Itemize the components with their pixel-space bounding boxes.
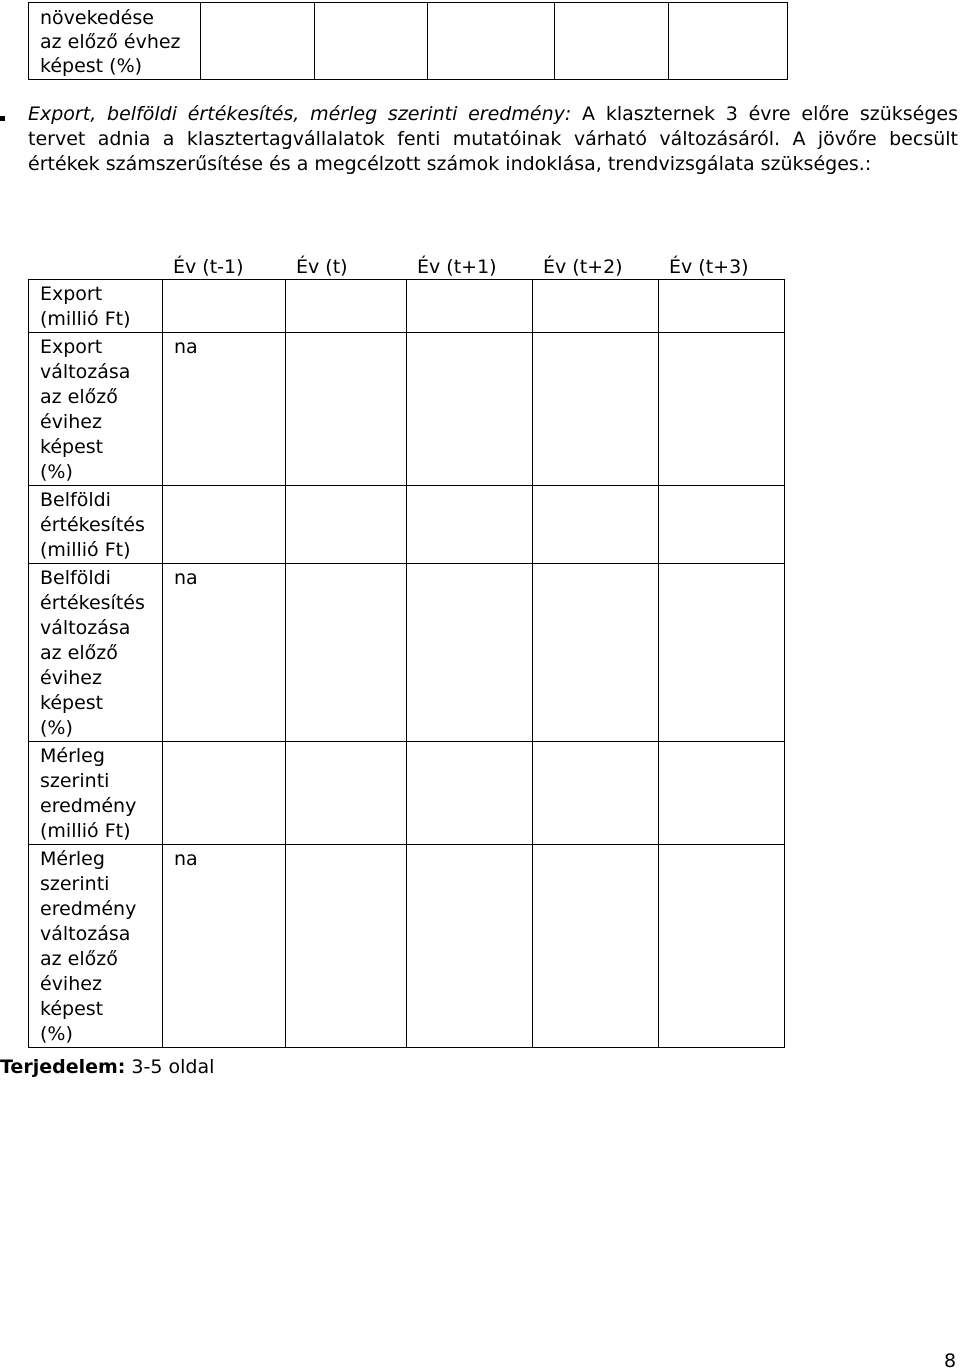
table-row	[29, 564, 785, 742]
bullet-icon	[0, 116, 5, 121]
value-cell	[163, 486, 286, 564]
label-line: képest	[40, 998, 104, 1020]
label-line: az előző	[40, 948, 118, 970]
empty-cell	[428, 3, 555, 80]
value-cell	[286, 486, 407, 564]
label-line: értékesítés	[40, 514, 145, 536]
label-line: Mérleg	[40, 848, 105, 870]
label-line: értékesítés	[40, 592, 145, 614]
value-cell	[163, 280, 286, 333]
label-line: szerinti	[40, 873, 110, 895]
value-cell	[163, 742, 286, 845]
label-line: az előző	[40, 386, 118, 408]
value-cell: na	[163, 333, 286, 486]
label-line: Export	[40, 283, 103, 305]
empty-cell	[555, 3, 669, 80]
value-cell	[286, 333, 407, 486]
year-header-row	[0, 256, 960, 281]
label-line: (millió Ft)	[40, 539, 131, 561]
label-line: eredmény	[40, 898, 137, 920]
label-line: Export	[40, 336, 103, 358]
table-row	[29, 486, 785, 564]
table-row	[29, 3, 788, 80]
empty-cell	[201, 3, 315, 80]
label-line: az előző évhez	[40, 31, 181, 53]
label-line: változása	[40, 923, 131, 945]
value-cell	[659, 280, 785, 333]
label-line: Belföldi	[40, 567, 111, 589]
label-line: (millió Ft)	[40, 308, 131, 330]
header-year-t-plus-2: Év (t+2)	[543, 256, 623, 278]
value-cell	[407, 280, 533, 333]
value-cell	[659, 564, 785, 742]
label-line: évihez	[40, 973, 102, 995]
table-row	[29, 333, 785, 486]
label-line: változása	[40, 617, 131, 639]
value-cell	[407, 486, 533, 564]
value-cell	[407, 564, 533, 742]
value-cell	[533, 742, 659, 845]
label-line: növekedése	[40, 7, 154, 29]
header-year-t: Év (t)	[296, 256, 348, 278]
value-cell	[659, 486, 785, 564]
label-line: képest	[40, 692, 104, 714]
scope-note	[0, 1055, 214, 1080]
value-cell	[533, 333, 659, 486]
value-cell	[407, 333, 533, 486]
label-line: az előző	[40, 642, 118, 664]
value-cell	[659, 742, 785, 845]
label-line: képest (%)	[40, 55, 143, 77]
page-number: 8	[944, 1350, 957, 1372]
value-cell	[407, 845, 533, 1048]
value-cell	[286, 742, 407, 845]
header-year-t-plus-3: Év (t+3)	[669, 256, 749, 278]
header-year-t-minus-1: Év (t-1)	[173, 256, 244, 278]
label-line: évihez	[40, 411, 102, 433]
value-cell	[533, 280, 659, 333]
value-cell: na	[163, 564, 286, 742]
value-cell	[533, 564, 659, 742]
table-row	[29, 845, 785, 1048]
row-label-balance-result	[29, 742, 163, 845]
value-cell	[286, 280, 407, 333]
row-label-domestic-sales	[29, 486, 163, 564]
value-cell	[407, 742, 533, 845]
scope-value: 3-5 oldal	[125, 1056, 215, 1078]
label-line: szerinti	[40, 770, 110, 792]
label-line: eredmény	[40, 795, 137, 817]
empty-cell	[669, 3, 788, 80]
label-line: változása	[40, 361, 131, 383]
scope-label: Terjedelem:	[0, 1056, 126, 1078]
instruction-paragraph	[28, 102, 958, 177]
header-year-t-plus-1: Év (t+1)	[417, 256, 497, 278]
value-cell	[533, 486, 659, 564]
growth-label-cell	[29, 3, 201, 80]
value-cell: na	[163, 845, 286, 1048]
label-line: Belföldi	[40, 489, 111, 511]
value-cell	[286, 845, 407, 1048]
label-line: (%)	[40, 1023, 73, 1045]
row-label-export	[29, 280, 163, 333]
row-label-balance-result-change	[29, 845, 163, 1048]
label-line: (%)	[40, 717, 73, 739]
label-line: évihez	[40, 667, 102, 689]
value-cell	[659, 845, 785, 1048]
paragraph-lead: Export, belföldi értékesítés, mérleg szerinti eredmény:	[28, 103, 572, 125]
previous-table-fragment	[28, 2, 788, 80]
forecast-table	[28, 279, 785, 1048]
value-cell	[533, 845, 659, 1048]
paragraph-body: A klaszternek 3 évre előre szükséges tervet adnia a klasztertagvállalatok fenti mutatóinak várható változásáról. A jövőre becsült értékek számszerűsítése és a megcélzott számok indoklása, trendvizsgálata szükséges.:	[28, 103, 958, 175]
table-row	[29, 280, 785, 333]
row-label-domestic-sales-change	[29, 564, 163, 742]
value-cell	[286, 564, 407, 742]
label-line: (%)	[40, 461, 73, 483]
table-row	[29, 742, 785, 845]
label-line: képest	[40, 436, 104, 458]
value-cell	[659, 333, 785, 486]
row-label-export-change	[29, 333, 163, 486]
label-line: Mérleg	[40, 745, 105, 767]
label-line: (millió Ft)	[40, 820, 131, 842]
empty-cell	[315, 3, 428, 80]
